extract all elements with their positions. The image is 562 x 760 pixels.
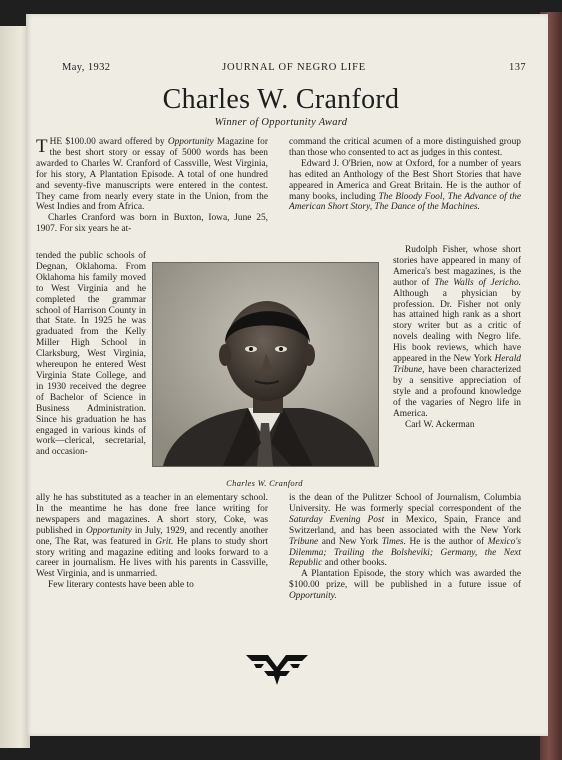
opportunity-emblem-icon: [244, 651, 310, 687]
text-run: Although a physician by profession. Dr. Fisher not only has attained high rank as a short story writer but as a critic of novels dealing with Negro life. His book reviews, which have appeared in the New York: [393, 288, 521, 365]
photo-caption: Charles W. Cranford: [226, 478, 303, 488]
text-run-italic: Times.: [381, 536, 406, 547]
right-column-top: [289, 137, 521, 213]
text-run-italic: Grit.: [155, 536, 174, 547]
text-run: ally he has substituted as a teacher in an elementary school. In the meantime he has done free lance writing for newspapers and magazines. A short story, Coke, was published in: [36, 493, 268, 536]
paragraph-ackerman: [289, 493, 521, 569]
right-column-narrow: [393, 245, 521, 430]
paragraph-bio-end: [36, 493, 268, 580]
right-column-bottom: [289, 493, 521, 602]
drop-cap: T: [36, 136, 48, 157]
text-run: Magazine for the best short story or essay of 5000 words has been awarded to Charles W. Cranford of Cassville, West Virginia, for his story, A Plantation Episode. A total of one hundred and seventy-five manuscripts were entered in the contest. They came from nearly every state in the Union, from the West Indies and from Africa.: [36, 137, 268, 213]
text-run-italic: The Walls of Jericho.: [434, 277, 521, 288]
header-page-number: 137: [509, 62, 526, 73]
left-column-top: [36, 137, 268, 235]
paragraph-intro: [36, 137, 268, 213]
text-run: A Plantation Episode, the story which was awarded the $100.00 prize, will be published in a future issue of: [289, 569, 521, 591]
article-title: Charles W. Cranford: [162, 84, 400, 115]
text-run-italic: Herald Tribune,: [393, 354, 521, 375]
text-run-italic: Opportunity.: [289, 591, 337, 602]
left-column-bottom: [36, 493, 268, 591]
paragraph-fisher: [393, 245, 521, 420]
paragraph-bio-start: Charles Cranford was born in Buxton, Iowa, June 25, 1907. For six years he at-: [36, 213, 268, 235]
text-run-italic: Tribune: [289, 536, 319, 547]
text-run: have been characterized by a sensitive appreciation of style and a profound knowledge of the vagaries of Negro life in America.: [393, 364, 521, 419]
paragraph-bio-continued: tended the public schools of Degnan, Oklahoma. From Oklahoma his family moved to West Virginia and he completed the grammar school of Harrison County in that State. In 1925 he was graduated from the Kelly Miller High School in Clarksburg, West Virginia, whereupon he entered West Virginia State College, and in 1930 received the degree of Bachelor of Science in Business Administration. Since his graduation he has engaged in various kinds of work—clerical, secretarial, and occasion-: [36, 251, 146, 458]
text-run: and other books.: [322, 558, 387, 569]
text-run-italic: Opportunity: [167, 137, 214, 147]
paragraph-judges: command the critical acumen of a more distinguished group than those who consented to act as judges in this contest.: [289, 137, 521, 158]
text-run: in Mexico, Spain, France and Switzerland, and has been associated with the New York: [289, 514, 521, 536]
text-run: Rudolph Fisher, whose short stories have appeared in many of America's best magazines, is the author of: [393, 245, 521, 288]
text-run-italic: The Bloody Fool, The Advance of the American Short Story, The Dance of the Machines.: [289, 191, 522, 213]
portrait-illustration: [153, 263, 378, 466]
header-journal-title: JOURNAL OF NEGRO LIFE: [222, 62, 366, 73]
text-run: HE $100.00 award offered by: [49, 137, 168, 147]
text-run: and New York: [318, 536, 382, 547]
text-run: in July, 1929, and recently another one, The Rat, was featured in: [36, 525, 268, 547]
article-subtitle: Winner of Opportunity Award: [214, 117, 348, 128]
paragraph-contests: Few literary contests have been able to: [48, 580, 194, 591]
running-header: [62, 62, 526, 76]
paragraph-obrien: [289, 159, 521, 214]
text-run-italic: Mexico's Dilemma; Trailing the Bolsheviki; Germany, the Next Republic: [289, 536, 521, 569]
text-run-italic: Opportunity: [85, 525, 132, 536]
header-date: May, 1932: [62, 62, 111, 73]
text-run: He is the author of: [405, 536, 488, 547]
text-run: He plans to study short story writing and magazine editing and looks forward to a career in journalism. He lives with his parents in Cassville, West Virginia, and is unmarried.: [36, 536, 268, 580]
text-run: Edward J. O'Brien, now at Oxford, for a number of years has edited an Anthology of the Best Short Stories that have appeared in America and Great Britain. He is the author of many books, including: [289, 158, 521, 202]
left-column-narrow: [36, 251, 146, 458]
portrait-photo: [152, 262, 379, 467]
text-run-italic: Saturday Evening Post: [289, 514, 385, 525]
paragraph-closing: [289, 569, 521, 602]
text-run: is the dean of the Pulitzer School of Journalism, Columbia University. He was formerly special correspondent of the: [289, 493, 521, 514]
paragraph-ackerman-start: Carl W. Ackerman: [405, 419, 475, 430]
